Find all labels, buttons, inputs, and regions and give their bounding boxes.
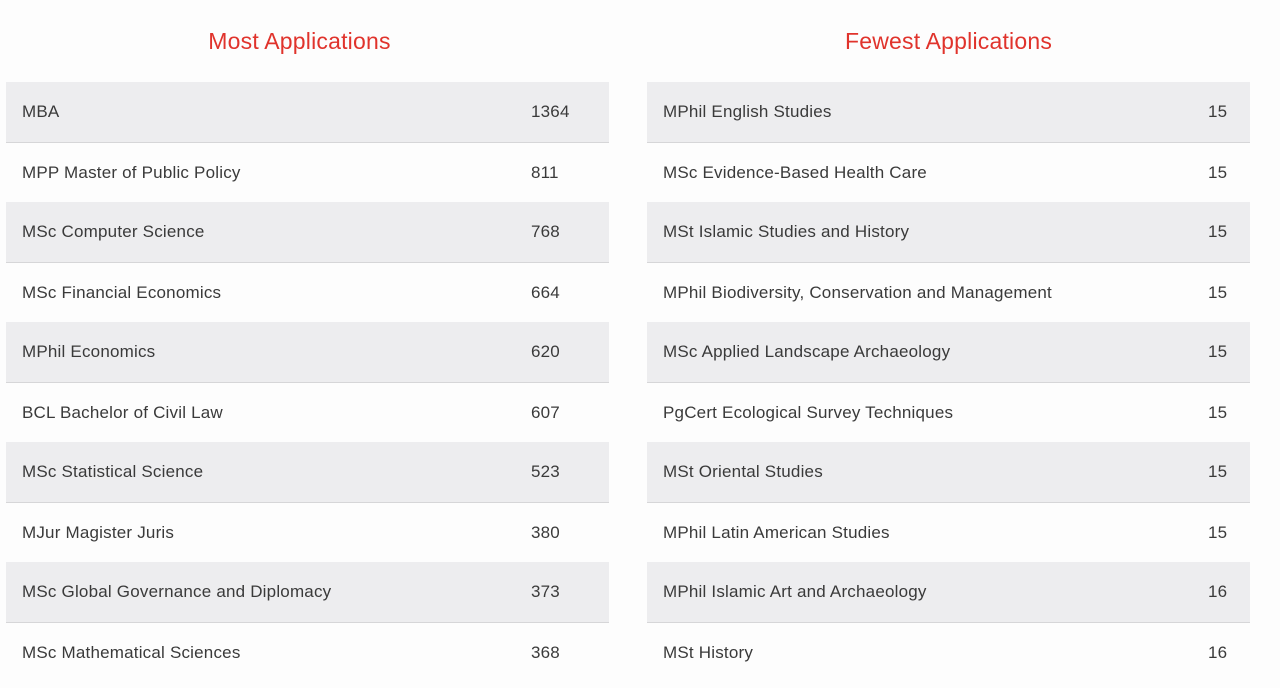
program-name: MSt Oriental Studies (663, 462, 823, 481)
application-count: 15 (1208, 342, 1228, 361)
table-row (6, 503, 609, 562)
application-count: 15 (1208, 282, 1228, 302)
table-row (647, 383, 1250, 442)
program-name: MPP Master of Public Policy (22, 162, 241, 182)
program-name: MSt History (663, 642, 754, 662)
application-count: 15 (1208, 102, 1228, 121)
table-row (6, 322, 609, 383)
program-name: MSc Global Governance and Diplomacy (22, 582, 332, 601)
table-row (647, 442, 1250, 503)
application-count: 620 (531, 342, 560, 361)
table-row (647, 623, 1250, 682)
application-count: 15 (1208, 162, 1228, 182)
table-row (6, 202, 609, 263)
application-count: 768 (531, 222, 560, 241)
application-count: 373 (531, 582, 560, 601)
program-name: MPhil Economics (22, 342, 156, 361)
program-name: BCL Bachelor of Civil Law (22, 402, 223, 422)
application-count: 15 (1208, 402, 1228, 422)
table-row (647, 202, 1250, 263)
program-name: PgCert Ecological Survey Techniques (663, 402, 954, 422)
program-name: MSc Applied Landscape Archaeology (663, 342, 951, 361)
most-applications-panel (6, 0, 609, 682)
application-count: 15 (1208, 462, 1228, 481)
application-count: 607 (531, 402, 560, 422)
application-count: 811 (531, 162, 559, 182)
table-row (647, 562, 1250, 623)
application-count: 523 (531, 462, 560, 481)
program-name: MPhil English Studies (663, 102, 832, 121)
application-count: 15 (1208, 222, 1228, 241)
table-row (647, 322, 1250, 383)
table-row (647, 503, 1250, 562)
most-applications-table (6, 82, 609, 682)
program-name: MSc Computer Science (22, 222, 205, 241)
application-count: 380 (531, 522, 560, 542)
application-count: 16 (1208, 642, 1228, 662)
program-name: MSt Islamic Studies and History (663, 222, 910, 241)
table-row (6, 442, 609, 503)
application-count: 15 (1208, 522, 1228, 542)
table-row (6, 562, 609, 623)
program-name: MPhil Islamic Art and Archaeology (663, 582, 927, 601)
most-applications-title: Most Applications (208, 28, 391, 54)
table-row (647, 143, 1250, 202)
table-row (647, 263, 1250, 322)
table-row (647, 82, 1250, 143)
fewest-applications-panel (647, 0, 1250, 682)
program-name: MPhil Biodiversity, Conservation and Management (663, 282, 1052, 302)
application-count: 16 (1208, 582, 1228, 601)
program-name: MSc Financial Economics (22, 282, 222, 302)
fewest-applications-title: Fewest Applications (844, 28, 1053, 54)
application-count: 368 (531, 642, 560, 662)
table-row (6, 263, 609, 322)
fewest-applications-table (647, 82, 1250, 682)
program-name: MSc Statistical Science (22, 462, 204, 481)
table-row (6, 623, 609, 682)
application-count: 1364 (531, 102, 570, 121)
program-name: MJur Magister Juris (22, 522, 175, 542)
table-row (6, 82, 609, 143)
application-count: 664 (531, 282, 560, 302)
program-name: MBA (22, 102, 60, 121)
program-name: MSc Mathematical Sciences (22, 642, 241, 662)
program-name: MSc Evidence-Based Health Care (663, 162, 927, 182)
table-row (6, 143, 609, 202)
program-name: MPhil Latin American Studies (663, 522, 890, 542)
table-row (6, 383, 609, 442)
